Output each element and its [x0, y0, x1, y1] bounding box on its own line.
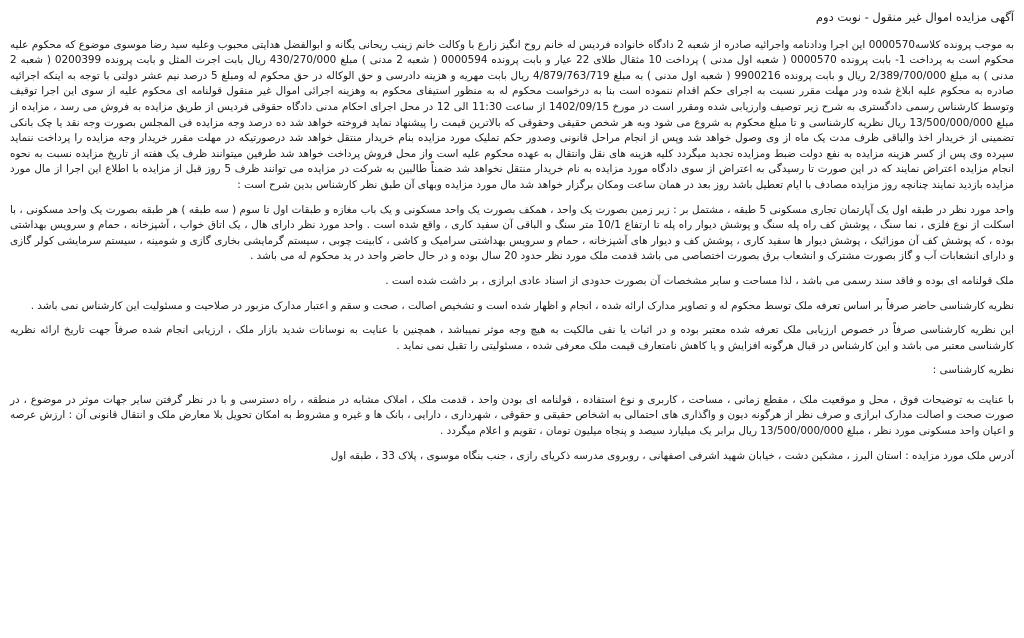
- opinion-text: با عنایت به توضیحات فوق ، محل و موقعیت ملک ، مقطع زمانی ، مساحت ، کاربری و نوع استفاده ، قولنامه ای بودن واحد ، قدمت ملک ، املاک مشابه در منطقه ، راه دسترسی و با در نظر گرفتن سایر جهات موثر در موضوع ، در صورت صحت و اصالت مدارک ابرازی و صرف نظر از هرگونه دیون و واگذاری های احتمالی به اشخاص حقیقی و حقوقی ، شهرداری ، دارایی ، بانک ها و غیره و مشروط به امکان تحویل بلا معارض ملک و انتقال قانونی آن : ارزش عرصه و اعیان واحد مسکونی مورد نظر ، مبلغ 13/500/000/000 ریال برابر یک میلیارد سیصد و پنجاه میلیون تومان ، تقویم و اعلام میگردد .: [10, 393, 1014, 438]
- notice-paragraph-disclaimer: نظریه کارشناسی حاضر صرفاً بر اساس تعرفه ملک توسط محکوم له و تصاویر مدارک ارائه شده ، انجام و اظهار شده است و تشخیص اصالت ، صحت و سقم و اعتبار مدارک مزبور در صلاحیت و مسئولیت این کارشناس نمی باشد .: [30, 299, 1014, 312]
- notice-paragraph-deed: ملک قولنامه ای بوده و فاقد سند رسمی می باشد ، لذا مساحت و سایر مشخصات آن بصورت حدودی از اسناد عادی ابرازی ، بر داشت شده است .: [385, 274, 1014, 287]
- property-address: آدرس ملک مورد مزایده : استان البرز ، مشکین دشت ، خیابان شهید اشرفی اصفهانی ، روبروی مدرسه ذکریای رازی ، جنب بنگاه موسوی ، پلاک 33 ، طبقه اول: [330, 449, 1014, 462]
- notice-paragraph-property: واحد مورد نظر در طبقه اول یک آپارتمان تجاری مسکونی 5 طبقه ، مشتمل بر : زیر زمین بصورت یک واحد ، همکف بصورت یک واحد مسکونی و یک باب مغازه و طبقات اول تا سوم ( سه طبقه ) هر طبقه بصورت یک واحد مسکونی ، با اسکلت از نوع فلزی ، نما سنگ ، پوشش کف راه پله سنگ و پوشش دیوار راه پله تا ارتفاع 10/1 متر سنگ و الباقی آن سفید کاری ، واقع شده است . واحد مورد نظر دارای هال ، یک اتاق خواب ، آشپزخانه ، حمام و سرویس بهداشتی بوده ، که پوشش کف آن موزائیک ، پوشش دیوار ها سفید کاری ، پوشش کف و دیوار های آشپزخانه ، حمام و سرویس بهداشتی سرامیک و کاشی ، کابینت چوبی ، سیستم گرمایشی بخاری گازی و شومینه ، سیستم سرمایشی کولر گازی و دارای انشعابات آب و گاز بصورت مشترک و انشعاب برق بصورت اختصاصی می باشد قدمت ملک مورد نظر حدود 20 سال بوده و در حال حاضر واحد در ید محکوم له می باشد .: [10, 203, 1014, 263]
- notice-title: آگهی مزایده اموال غیر منقول - نوبت دوم: [815, 10, 1014, 24]
- notice-paragraph-validity: این نظریه کارشناسی صرفاً در خصوص ارزیابی ملک تعرفه شده معتبر بوده و در اثبات یا نفی مالکیت به هیچ وجه موثر نمیباشد ، همچنین با عنایت به نوسانات شدید بازار ملک ، ارزیابی انجام شده صرفاً جهت تاریخ ارائه نظریه کارشناسی معتبر می باشد و این کارشناس در قبال هرگونه افزایش و یا کاهش نامتعارف قیمت ملک معرفی شده ، مسئولیتی را تقبل نمی نماید .: [10, 324, 1014, 352]
- opinion-heading: نظریه کارشناسی :: [932, 364, 1014, 377]
- notice-paragraph-main: به موجب پرونده کلاسه0000570 این اجرا ودادنامه واجرائیه صادره از شعبه 2 دادگاه خانواده فردیس له خانم روح انگیز زارع با وکالت خانم زینب ریحانی یگانه و ابوالفضل هدایتی محبوب وعلیه سید رضا موسوی موضوع که محکوم علیه محکوم است به پرداخت 1- بابت پرونده 0000570 ( شعبه اول مدنی ) پرداخت 10 مثقال طلای 22 عیار و بابت پرونده 0000594 ( شعبه 2 مدنی ) مبلغ 430/270/000 ریال بابت اجرت المثل و بابت پرونده 0200399 ( شعبه 2 مدنی ) به مبلغ 2/389/700/000 ریال و بابت پرونده 9900216 ( شعبه اول مدنی ) به مبلغ 4/879/763/719 ریال بابت مهریه و هزینه دادرسی و حق الوکاله در حق محکوم له ومبلغ 5 درصد نیم عشر دولتی با توجه به اینکه اجرائیه صادره به محکوم علیه ابلاغ شده ودر مهلت مقرر نسبت به اجرای حکم اقدام ننموده است بنا به درخواست محکوم له به منظور استیفای محکوم به وهزینه اجرائی اموال غیر منقول قولنامه ای محکوم علیه از سوی این اجرا توقیف وتوسط کارشناس رسمی دادگستری به شرح زیر توصیف وارزیابی شده ومقرر است در مورخ 1402/09/15 از ساعت 11:30 الی 12 در محل اجرای احکام مدنی دادگاه حقوقی فردیس از طریق مزایده به فروش می رسد ، مزایده از مبلغ 13/500/000/000 ریال نظریه کارشناسی و تا مبلغ محکوم به شروع می شود وبه هر شخص حقیقی وحقوقی که بالاترین قیمت را پیشنهاد نماید فروخته خواهد شد ده درصد وجه مزایده فی المجلس بصورت وجه نقد یا چک بانکی تضمینی از خریدار اخذ والباقی ظرف مدت یک ماه از وی وصول خواهد شد وپس از انجام مراحل قانونی وصدور حکم تملیک مورد مزایده بنام خریدار منتقل خواهد شد درصورتیکه در مهلت مقرر خریدار وجه مزایده را پرداخت ننماید سپرده وی پس از کسر هزینه مزایده به نفع دولت ضبط ومزایده تجدید میگردد کلیه هزینه های نقل وانتقال به عهده محکوم علیه است واز محل فروش پرداخت خواهد شد طرفین میتوانند ظرف یک هفته از تاریخ مزایده نسبت به نحوه انجام مزایده اعتراض نمایند که در این صورت تا رسیدگی به اعتراض از سوی دادگاه مورد مزایده به نام خریدار منتقل نخواهد شد ضمناً طالبین به شرکت در مزایده می توانند ظرف 5 روز قبل از مزایده با اطلاع این اجرا از مال مورد مزایده بازدید نمایند چنانچه روز مزایده مصادف با ایام تعطیل باشد روز بعد در همان ساعت ومکان برگزار خواهد شد مال مورد مزایده وبهای آن طبق نظر کارشناس بدین شرح است :: [10, 38, 1015, 191]
